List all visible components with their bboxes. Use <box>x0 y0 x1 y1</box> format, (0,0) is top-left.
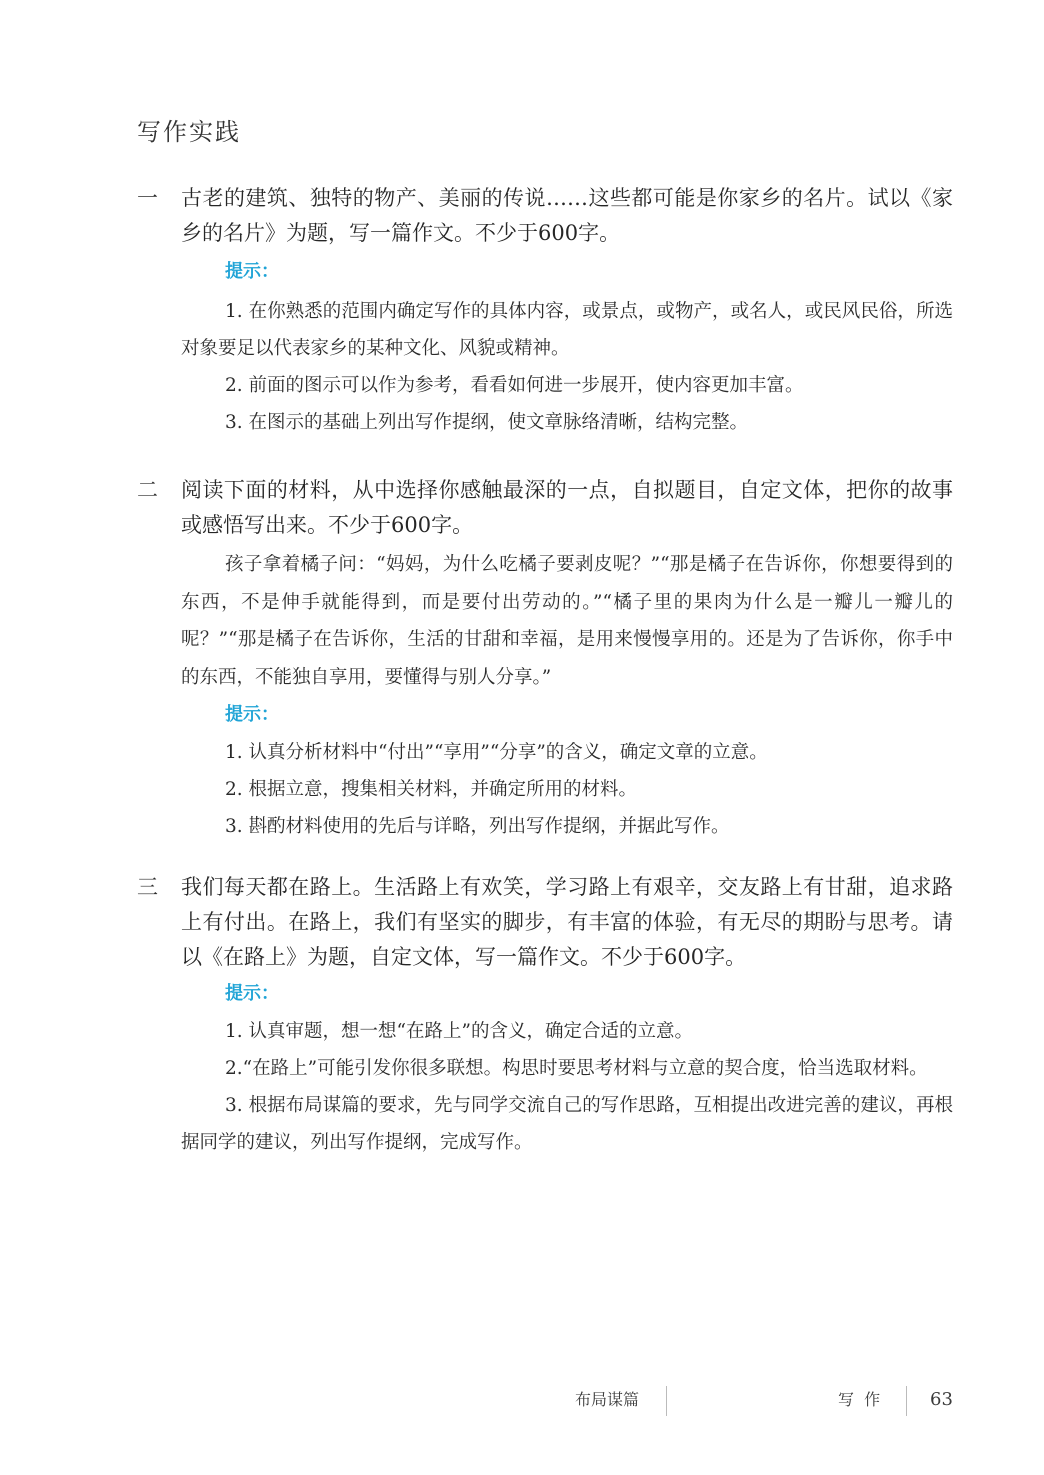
hint-label: 提示： <box>225 261 279 282</box>
hint-item: 3. 在图示的基础上列出写作提纲，使文章脉络清晰，结构完整。 <box>225 412 749 433</box>
reading-material: 孩子拿着橘子问：“妈妈，为什么吃橘子要剥皮呢？”“那是橘子在告诉你，你想要得到的东西，不是伸手就能得到，而是要付出劳动的。”“橘子里的果肉为什么是一瓣儿一瓣儿的呢？”“那是橘子在告诉你，生活的甘甜和幸福，是用来慢慢享用的。还是为了告诉你，你手中的东西，不能独自享用，要懂得与别人分享。” <box>181 554 953 688</box>
writing-task-2 <box>137 473 953 845</box>
footer-divider <box>666 1386 667 1416</box>
hint-label: 提示： <box>225 704 279 725</box>
task-prompt: 阅读下面的材料，从中选择你感触最深的一点，自拟题目，自定文体，把你的故事或感悟写出来。不少于600字。 <box>181 478 953 537</box>
task-number: 三 <box>137 875 158 899</box>
hint-item: 2. 根据立意，搜集相关材料，并确定所用的材料。 <box>225 779 638 800</box>
hint-item: 2. 前面的图示可以作为参考，看看如何进一步展开，使内容更加丰富。 <box>225 375 804 396</box>
task-number: 一 <box>137 186 158 210</box>
hint-item: 1. 认真审题，想一想“在路上”的含义，确定合适的立意。 <box>225 1021 693 1042</box>
footer-divider <box>906 1386 907 1416</box>
hint-item: 1. 在你熟悉的范围内确定写作的具体内容，或景点，或物产，或名人，或民风民俗，所选对象要足以代表家乡的某种文化、风貌或精神。 <box>181 301 953 359</box>
hint-label: 提示： <box>225 983 279 1004</box>
footer-unit-title: 写 作 <box>838 1390 881 1409</box>
hint-item: 1. 认真分析材料中“付出”“享用”“分享”的含义，确定文章的立意。 <box>225 742 768 763</box>
footer-section-title: 布局谋篇 <box>575 1390 640 1409</box>
hint-item: 3. 根据布局谋篇的要求，先与同学交流自己的写作思路，互相提出改进完善的建议，再根据同学的建议，列出写作提纲，完成写作。 <box>181 1095 953 1153</box>
page-title: 写作实践 <box>137 118 241 146</box>
hint-item: 3. 斟酌材料使用的先后与详略，列出写作提纲，并据此写作。 <box>225 816 730 837</box>
writing-task-3 <box>137 870 953 1161</box>
writing-task-1 <box>137 181 953 441</box>
task-prompt: 我们每天都在路上。生活路上有欢笑，学习路上有艰辛，交友路上有甘甜，追求路上有付出。在路上，我们有坚实的脚步，有丰富的体验，有无尽的期盼与思考。请以《在路上》为题，自定文体，写一篇作文。不少于600字。 <box>181 875 953 969</box>
page-number: 63 <box>930 1389 953 1410</box>
task-prompt: 古老的建筑、独特的物产、美丽的传说……这些都可能是你家乡的名片。试以《家乡的名片》为题，写一篇作文。不少于600字。 <box>181 186 953 245</box>
hint-item: 2.“在路上”可能引发你很多联想。构思时要思考材料与立意的契合度，恰当选取材料。 <box>225 1058 928 1079</box>
task-number: 二 <box>137 478 158 502</box>
